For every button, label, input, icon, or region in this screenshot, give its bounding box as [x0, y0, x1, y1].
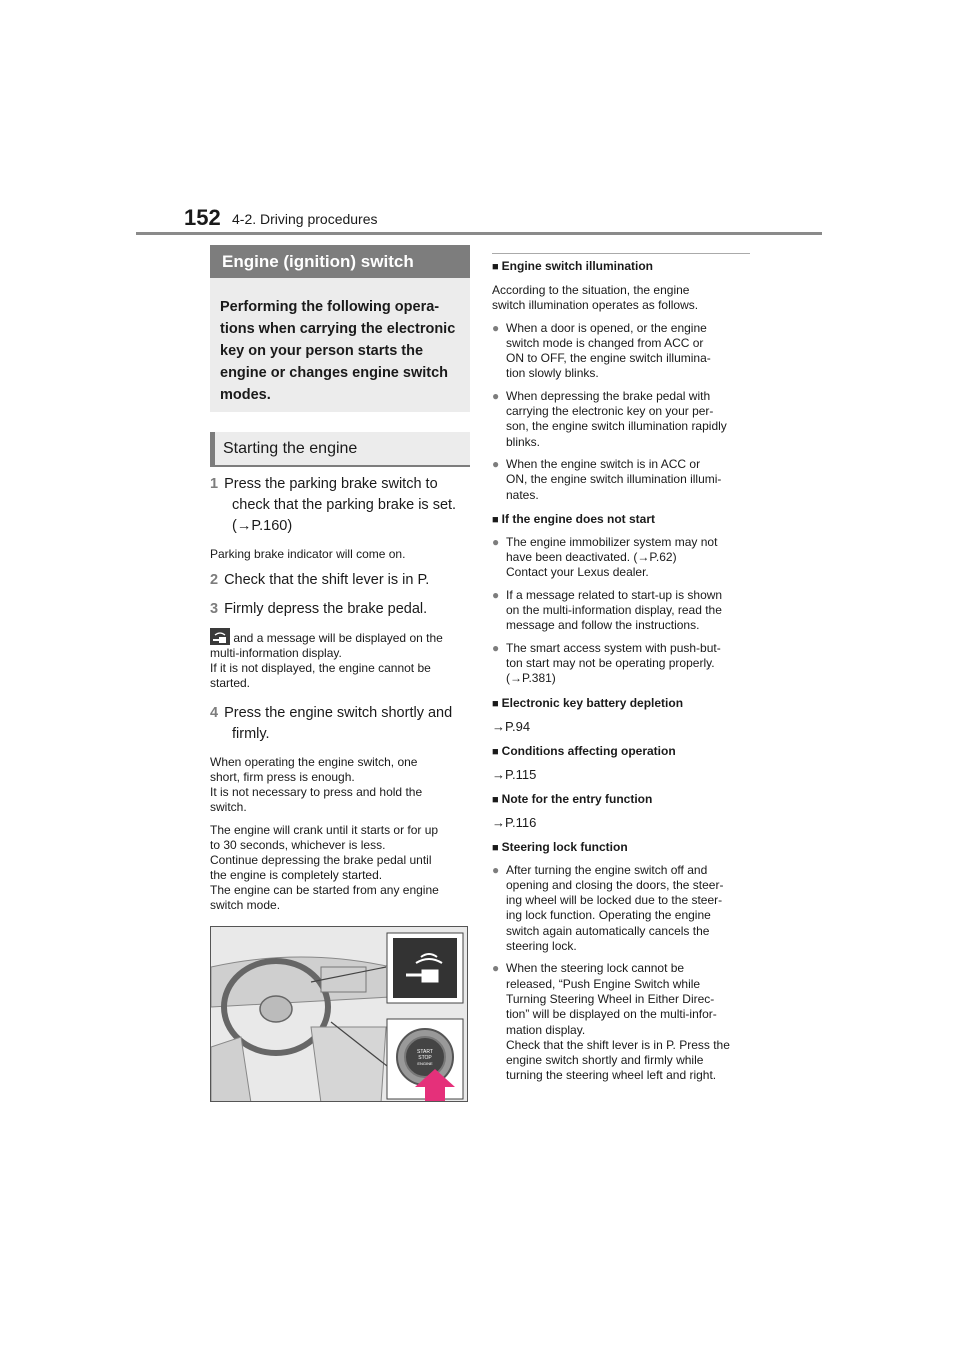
step-2: 2 Check that the shift lever is in P.: [210, 572, 430, 588]
dashboard-illustration: [210, 926, 468, 1102]
right-rule: [492, 253, 750, 254]
step-3: 3 Firmly depress the brake pedal.: [210, 601, 428, 617]
heading-no-start: ■ If the engine does not start: [492, 511, 656, 526]
step-1-note: Parking brake indicator will come on.: [210, 547, 406, 561]
right-column: [492, 259, 750, 1084]
page-reference: →P.94: [492, 718, 531, 734]
key-indicator-icon: [210, 628, 230, 645]
page-number: 152: [184, 205, 221, 230]
bullet-item: ● When the steering lock cannot be released, “Push Engine Switch while Turning Steering Wheel in Either Direc- tion” will be displayed on the multi-infor- mation display. Check that the shift lever is in P. Press the engine switch shortly and firmly while turning the steering wheel left and right.: [492, 961, 750, 1083]
step-1: 1 Press the parking brake switch to check that the parking brake is set. (→P.160): [210, 476, 457, 534]
bullet-item: ● When a door is opened, or the engine switch mode is changed from ACC or ON to OFF, the engine switch illumina- tion slowly blinks.: [492, 321, 750, 382]
intro-line: key on your person starts the: [220, 343, 424, 359]
page-reference: →P.116: [492, 814, 537, 830]
subsection-heading: Starting the engine: [210, 432, 470, 467]
intro-line: modes.: [220, 387, 271, 403]
section-heading: Engine (ignition) switch: [210, 245, 470, 278]
heading-conditions: ■ Conditions affecting operation: [492, 743, 676, 758]
paragraph: According to the situation, the engine switch illumination operates as follows.: [492, 283, 699, 313]
button-label: START: [417, 1049, 433, 1055]
step-4: 4 Press the engine switch shortly and firmly.: [210, 705, 453, 742]
step-4-note: When operating the engine switch, one short, firm press is enough. It is not necessary to press and hold the switch.: [210, 755, 423, 814]
bullet-item: ● When depressing the brake pedal with carrying the electronic key on your per- son, the engine switch illumination rapidly blinks.: [492, 389, 750, 450]
heading-illumination: ■ Engine switch illumination: [492, 259, 653, 273]
bullet-item: ● When the engine switch is in ACC or ON, the engine switch illumination illumi- nates.: [492, 457, 750, 503]
button-label: STOP: [418, 1055, 432, 1061]
intro-line: tions when carrying the electronic: [220, 321, 456, 337]
bullet-item: ● If a message related to start-up is shown on the multi-information display, read the message and follow the instructions.: [492, 588, 750, 634]
intro-box: [210, 278, 470, 412]
button-label: ENGINE: [417, 1061, 433, 1066]
crank-note: The engine will crank until it starts or for up to 30 seconds, whichever is less. Continue depressing the brake pedal until the engine is completely started. The engine can be started from any engine switch mode.: [210, 823, 439, 912]
heading-steering-lock: ■ Steering lock function: [492, 839, 628, 854]
page-reference: →P.115: [492, 766, 537, 782]
step-3-note: and a message will be displayed on the multi-information display. If it is not displayed, the engine cannot be started.: [210, 628, 470, 691]
steps: [210, 474, 470, 913]
heading-entry: ■ Note for the entry function: [492, 791, 653, 806]
intro-line: Performing the following opera-: [220, 299, 440, 315]
heading-battery: ■ Electronic key battery depletion: [492, 695, 684, 710]
bullet-item: ● The smart access system with push-but- ton start may not be operating properly. (→P.381): [492, 641, 750, 687]
dashboard-drawing: [211, 927, 468, 1102]
bullet-item: ● After turning the engine switch off and opening and closing the doors, the steer- ing wheel will be locked due to the steer- ing lock function. Operating the engine switch again automatically cancels the steering lock.: [492, 863, 750, 955]
bullet-item: ● The engine immobilizer system may not have been deactivated. (→P.62) Contact your Lexus dealer.: [492, 535, 750, 581]
intro-line: engine or changes engine switch: [220, 365, 449, 381]
section-title: 4-2. Driving procedures: [232, 211, 378, 227]
header-rule: [136, 232, 822, 235]
